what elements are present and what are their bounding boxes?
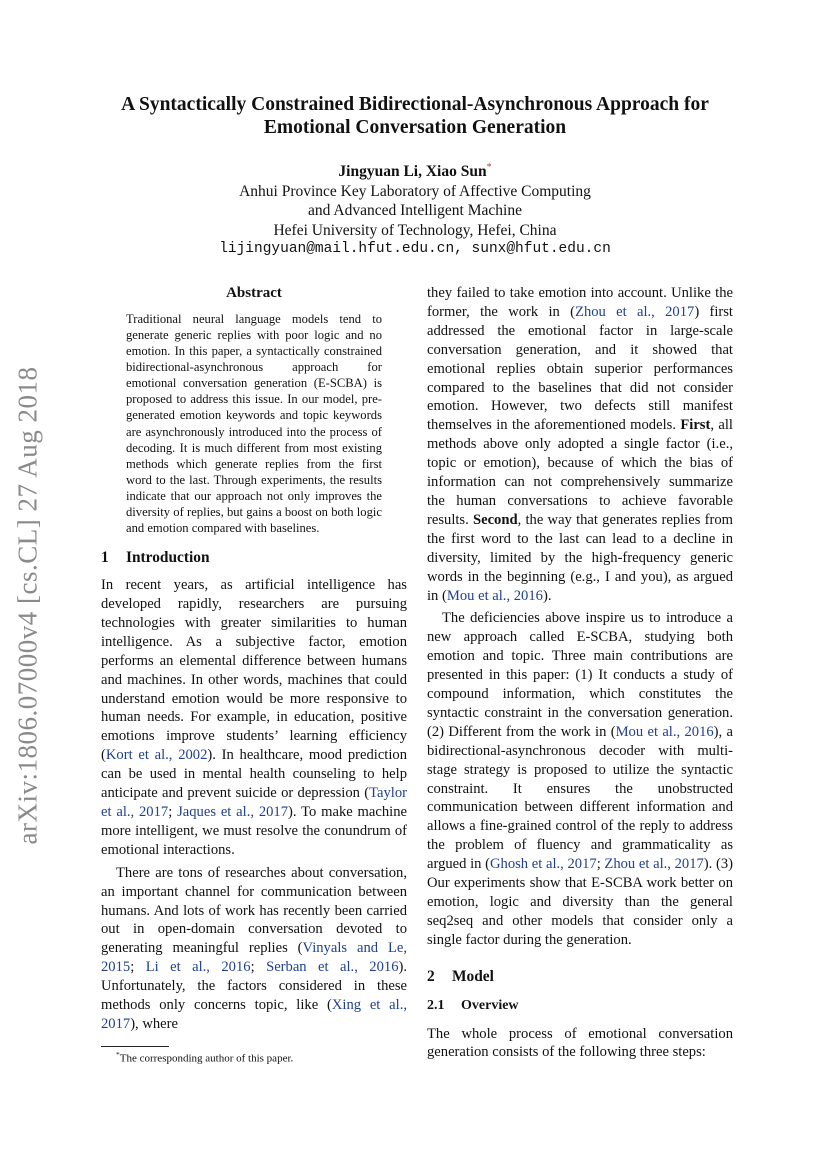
intro-paragraph-2 [101, 864, 407, 1034]
intro-p2-text-c: ), where [130, 1015, 178, 1032]
paper-title [90, 93, 740, 139]
intro-p3-sep: ; [596, 856, 605, 873]
intro-p2c-text-d: , the way that generates replies from the first word to the last can lead to a decline in diversity, limited by the high-frequency generic words in the beginning (e.g., I and you), as argued in ( [427, 511, 733, 604]
title-line-1: A Syntactically Constrained Bidirectional-Asynchronous Approach for [121, 94, 709, 115]
footnote-text: The corresponding author of this paper. [119, 1052, 294, 1065]
abstract-text: Traditional neural language models tend to generate generic replies with poor logic and no emotion. In this paper, a syntactically constrained bidirectional-asynchronous approach for emotional conversation generation (E-SCBA) is proposed to address this issue. In our model, pre-generated emotion keywords and topic keywords are asynchronously introduced into the process of decoding. It is much different from most existing methods which generate replies from the first word to the last. Through experiments, the results indicate that our approach not only improves the diversity of replies, but gains a boost on both logic and emotion compared with baselines. [126, 311, 382, 536]
citation-xing[interactable]: Xing et al., 2017 [101, 997, 407, 1032]
affiliation-line-2: and Advanced Intelligent Machine [308, 202, 522, 220]
intro-p2c-text-e: ). [542, 587, 552, 604]
citation-mou-2[interactable]: Mou et al., 2016 [615, 723, 714, 740]
model-section-title: Model [452, 967, 494, 985]
intro-p2c-first: First [680, 417, 711, 434]
right-column [427, 284, 733, 1062]
intro-section-heading [101, 549, 407, 568]
intro-paragraph-3 [427, 609, 733, 949]
intro-section-number: 1 [101, 549, 109, 567]
left-column [101, 284, 407, 1034]
intro-p1-sep: ; [168, 804, 178, 820]
overview-paragraph: The whole process of emotional conversation generation consists of the following three steps: [427, 1025, 733, 1061]
author-emails: lijingyuan@mail.hfut.edu.cn, sunx@hfut.edu.cn [219, 241, 611, 258]
citation-mou-1[interactable]: Mou et al., 2016 [446, 587, 543, 604]
footnote-marker: * [116, 1050, 120, 1059]
abstract-heading: Abstract [226, 285, 282, 301]
intro-p2c-second: Second [472, 511, 518, 528]
citation-li[interactable]: Li et al., 2016 [145, 959, 251, 976]
model-section-heading [427, 968, 733, 987]
overview-subsection-heading [427, 997, 733, 1016]
citation-serban[interactable]: Serban et al., 2016 [266, 959, 399, 976]
model-section-number: 2 [427, 967, 435, 985]
affiliation-line-1: Anhui Province Key Laboratory of Affective Computing [239, 182, 591, 200]
author-footnote-marker: * [486, 162, 492, 173]
intro-p2-sep-2: ; [250, 959, 267, 976]
intro-p2c-text-c: , all methods above only adopted a single factor (i.e., topic or emotion), because of which the bias of information can not comprehensively summarize the human conversations to achieve favorable results. [427, 417, 733, 528]
intro-p2-sep-1: ; [130, 959, 146, 976]
intro-section-title: Introduction [126, 549, 210, 567]
citation-zhou-2[interactable]: Zhou et al., 2017 [604, 856, 704, 873]
intro-p1-text-d: ). To make machine more intelligent, we must resolve the conundrum of emotional interactions. [101, 804, 407, 858]
intro-p1-text-b: ). In healthcare, mood prediction can be used in mental health counseling to help anticipate and prevent suicide or depression ( [101, 747, 408, 802]
intro-p3-text-c: ). (3) Our experiments show that E-SCBA work better on emotion, logic and diversity than the general seq2seq and other models that consider only a single factor during the generation. [427, 856, 733, 948]
intro-p2-text-b: ). Unfortunately, the factors considered in these methods only concerns topic, like ( [101, 959, 408, 1014]
footnote-divider [101, 1046, 169, 1047]
footnote [101, 1048, 407, 1066]
citation-zhou-1[interactable]: Zhou et al., 2017 [575, 303, 695, 320]
author-names: Jingyuan Li, Xiao Sun [338, 163, 487, 181]
affiliation-line-3: Hefei University of Technology, Hefei, China [273, 221, 557, 239]
intro-paragraph-2-continued [427, 284, 733, 605]
arxiv-identifier [8, 360, 48, 850]
overview-subsection-number: 2.1 [427, 997, 445, 1013]
arxiv-identifier-text: arXiv:1806.07000v4 [cs.CL] 27 Aug 2018 [12, 366, 43, 844]
author-names-line [90, 158, 740, 182]
intro-p2c-text-b: ) first addressed the emotional factor in large-scale conversation generation, and it showed that emotional replies obtain superior performances compared to the baselines that did not consider emotion. However, two defects still manifest themselves in the aforementioned models. [427, 303, 733, 434]
overview-subsection-title: Overview [461, 997, 519, 1013]
citation-vinyals[interactable]: Vinyals and Le, 2015 [101, 940, 407, 976]
citation-kort[interactable]: Kort et al., 2002 [105, 747, 208, 764]
intro-p2-text-a: There are tons of researches about conversation, an important channel for communication between humans. And lots of work has recently been carried out in open-domain conversation devoted to generating meaningful replies ( [101, 864, 407, 957]
citation-jaques[interactable]: Jaques et al., 2017 [177, 804, 289, 820]
title-line-2: Emotional Conversation Generation [263, 117, 567, 138]
intro-p3-text-a: The deficiencies above inspire us to introduce a new approach called E-SCBA, studying both emotion and topic. Three main contributions are presented in this paper: (1) It conducts a study of compound information, which constitutes the syntactic constraint in the conversation generation. (2) Different from the work in ( [427, 610, 733, 740]
citation-ghosh[interactable]: Ghosh et al., 2017 [490, 856, 597, 873]
citation-taylor[interactable]: Taylor et al., 2017 [101, 785, 407, 820]
intro-p1-text-a: In recent years, as artificial intelligence has developed rapidly, researchers are pursuing technologies with greater similarities to human intelligence. As a subjective factor, emotion performs an elemental difference between humans and machines. In other words, machines that could understand emotion would be more responsive to human needs. For example, in education, positive emotions improve students’ learning efficiency ( [101, 577, 407, 764]
author-block [90, 158, 740, 260]
intro-p3-text-b: ), a bidirectional-asynchronous decoder with multi-stage strategy is proposed to utilize the syntactic constraint. It ensures the unobstructed communication between different information and allows a fine-grained control of the reply to address the problem of fluency and grammaticality as argued in ( [427, 723, 733, 873]
intro-p2c-text-a: they failed to take emotion into account. Unlike the former, the work in ( [427, 285, 733, 320]
intro-paragraph-1 [101, 576, 407, 860]
